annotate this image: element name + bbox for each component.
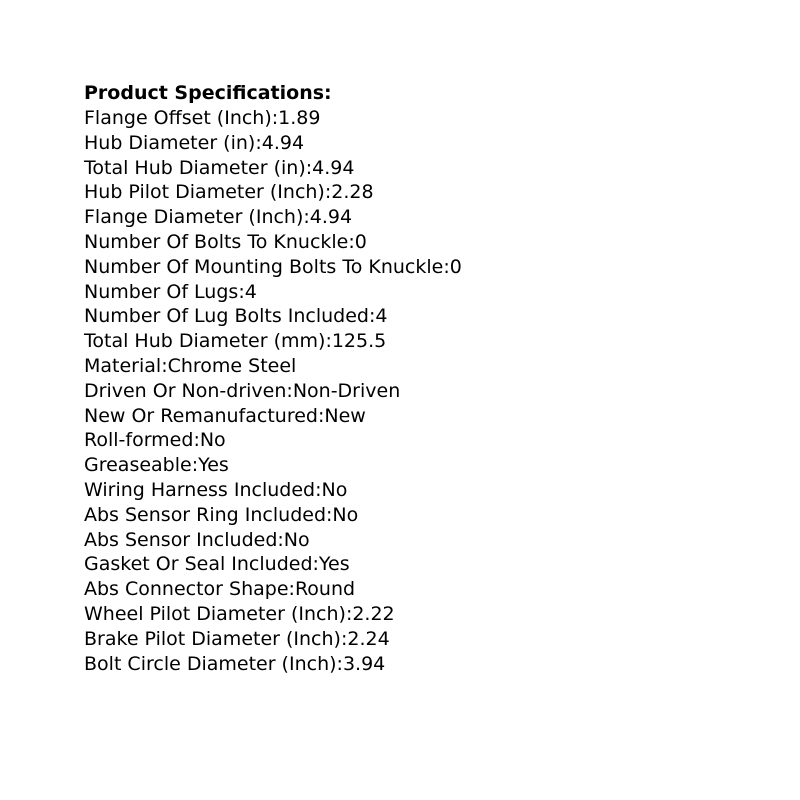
spec-value: 4 [375,305,388,328]
spec-line [84,379,784,404]
spec-label: Flange Diameter (Inch) [84,206,304,229]
spec-label: Material [84,354,162,377]
spec-label: Roll-formed [84,429,194,452]
spec-separator: : [288,578,295,601]
spec-line [84,404,784,429]
spec-separator: : [315,478,322,501]
spec-value: 2.28 [331,181,374,204]
spec-separator: : [303,206,310,229]
spec-label: Wheel Pilot Diameter (Inch) [84,602,346,625]
spec-value: Chrome Steel [167,354,297,377]
spec-label: Total Hub Diameter (mm) [84,330,326,353]
spec-separator: : [348,230,355,253]
spec-value: 2.24 [347,627,390,650]
spec-label: Wiring Harness Included [84,478,316,501]
spec-line [84,428,784,453]
spec-line [84,205,784,230]
spec-separator: : [305,156,313,179]
spec-line [84,478,784,503]
spec-separator: : [277,528,284,551]
spec-separator: : [336,652,343,675]
spec-line [84,577,784,602]
spec-separator: : [193,429,200,452]
spec-separator: : [326,503,333,526]
spec-value: 4 [244,280,257,303]
spec-value: New [324,404,366,427]
spec-label: Driven Or Non-driven [84,379,287,402]
spec-value: No [332,503,359,526]
spec-label: Flange Offset (Inch) [84,107,272,129]
spec-value: Yes [198,454,229,477]
spec-separator: : [325,330,332,353]
spec-value: 4.94 [312,156,355,179]
spec-label: Hub Pilot Diameter (Inch) [84,181,325,204]
spec-line [84,627,784,652]
spec-separator: : [255,131,262,154]
spec-value: 1.89 [278,107,321,129]
spec-separator: : [312,553,319,576]
spec-label: Hub Diameter (in) [84,131,256,154]
spec-line [84,329,784,354]
specifications-heading: Product Specifications: [84,82,332,104]
spec-label: Brake Pilot Diameter (Inch) [84,627,341,650]
spec-line [84,180,784,205]
product-specifications [84,81,784,676]
spec-separator: : [340,627,348,650]
spec-separator: : [238,280,245,303]
spec-line [84,602,784,627]
spec-separator: : [317,404,325,427]
spec-line [84,106,784,131]
spec-separator: : [443,255,450,278]
spec-label: Greaseable [84,454,192,477]
spec-value: 0 [354,230,367,253]
spec-separator: : [191,454,199,477]
spec-separator: : [271,107,279,129]
spec-label: Gasket Or Seal Included [84,553,313,576]
spec-separator: : [369,305,376,328]
spec-label: Number Of Bolts To Knuckle [84,230,349,253]
spec-value: 4.94 [309,206,353,229]
spec-line [84,280,784,305]
spec-value: 4.94 [261,131,305,154]
specifications-list [84,106,784,676]
spec-value: 0 [449,255,462,278]
spec-label: Number Of Lugs [84,280,239,303]
spec-value: Round [294,578,356,601]
spec-line [84,156,784,181]
spec-separator: : [345,602,353,625]
spec-label: Number Of Lug Bolts Included [84,305,369,328]
spec-label: Abs Connector Shape [84,578,289,601]
spec-label: New Or Remanufactured [84,404,318,427]
spec-separator: : [324,181,332,204]
spec-line [84,453,784,478]
spec-line [84,131,784,156]
spec-value: No [199,429,226,452]
spec-value: No [321,478,348,501]
spec-value: 2.22 [352,602,395,625]
spec-line [84,354,784,379]
spec-line [84,304,784,329]
spec-label: Abs Sensor Ring Included [84,503,327,526]
spec-line [84,230,784,255]
spec-value: No [283,528,310,551]
spec-line [84,652,784,677]
spec-line [84,503,784,528]
spec-value: Yes [318,553,350,576]
spec-value: 3.94 [342,652,386,675]
spec-separator: : [286,379,293,402]
spec-label: Number Of Mounting Bolts To Knuckle [84,255,444,278]
spec-line [84,528,784,553]
spec-line [84,255,784,280]
spec-value: 125.5 [331,330,387,353]
spec-value: Non-Driven [292,379,401,402]
spec-line [84,552,784,577]
spec-label: Bolt Circle Diameter (Inch) [84,652,337,675]
spec-separator: : [161,354,168,377]
spec-label: Abs Sensor Included [84,528,278,551]
spec-label: Total Hub Diameter (in) [84,156,306,179]
